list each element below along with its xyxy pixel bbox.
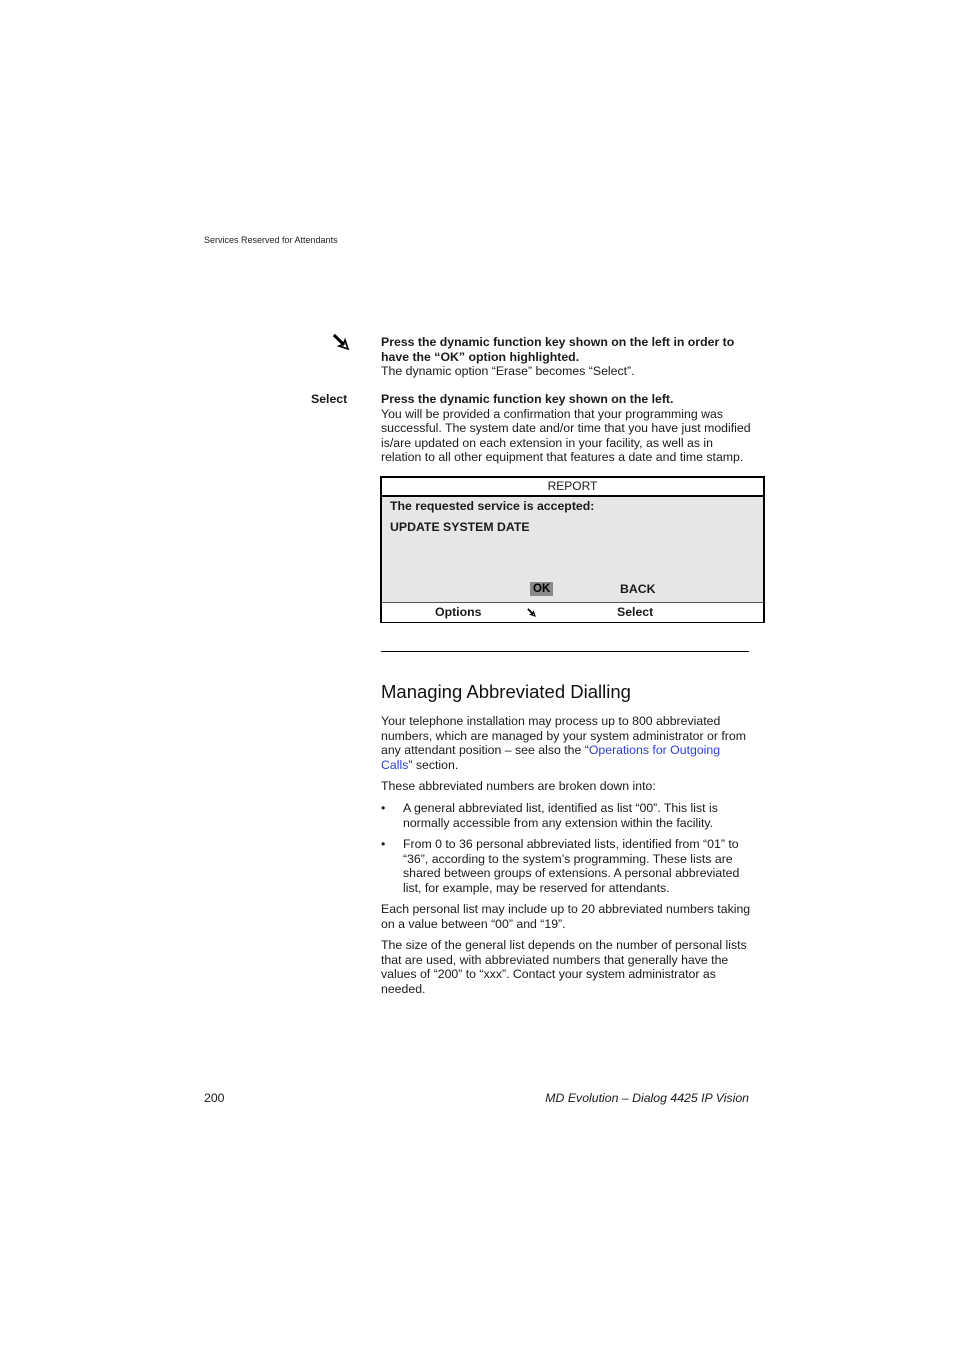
bullet-dot-icon: • [381, 801, 386, 815]
step-2 [381, 392, 753, 465]
operations-outgoing-calls-link[interactable]: Operations for Outgoing Calls [381, 743, 721, 772]
step-1-instruction: Press the dynamic function key shown on the left in order to have the “OK” option highlighted. [381, 335, 735, 364]
softkey-bar [382, 602, 763, 622]
running-header: Services Reserved for Attendants [204, 235, 338, 245]
section-title: Managing Abbreviated Dialling [381, 681, 631, 702]
list-item: From 0 to 36 personal abbreviated lists, identified from “01” to “36”, according to the system’s programming. These lists are shared between groups of extensions. A personal abbreviated list, for example, may be reserved for attendants. [403, 837, 740, 895]
down-right-arrow-icon [330, 331, 352, 353]
intro-text-end: ” section. [408, 757, 459, 772]
select-softkey: Select [617, 605, 654, 619]
section-divider [381, 651, 749, 652]
personal-list-paragraph: Each personal list may include up to 20 abbreviated numbers taking on a value between “00” and “19”. [381, 902, 751, 931]
down-right-arrow-icon [526, 607, 537, 618]
intro-text-start: Your telephone installation may process up to 800 abbreviated numbers, which are managed by your system administrator or from any attendant position – see also the “ [381, 714, 746, 757]
display-title: REPORT [382, 478, 763, 497]
phone-display [380, 476, 765, 623]
document-title: MD Evolution – Dialog 4425 IP Vision [545, 1091, 749, 1105]
ok-option-highlighted: OK [530, 582, 553, 596]
options-softkey: Options [435, 605, 482, 619]
step-2-result: You will be provided a confirmation that your programming was successful. The system date and/or time that you have just modified is/are updated on each extension in your facility, as well as in relation to all other equipment that features a date and time stamp. [381, 406, 751, 464]
display-line-2: UPDATE SYSTEM DATE [390, 520, 530, 534]
back-option: BACK [620, 582, 656, 596]
step-1-result: The dynamic option “Erase” becomes “Select”. [381, 364, 635, 378]
page-number: 200 [204, 1091, 225, 1105]
breakdown-paragraph: These abbreviated numbers are broken down into: [381, 779, 656, 793]
general-list-paragraph: The size of the general list depends on the number of personal lists that are used, with abbreviated numbers that generally have the values of “200” to “xxx”. Contact your system administrator as needed. [381, 938, 747, 996]
step-1 [381, 335, 753, 379]
select-key-label: Select [311, 392, 348, 406]
bullet-dot-icon: • [381, 837, 386, 851]
step-2-instruction: Press the dynamic function key shown on the left. [381, 392, 674, 406]
intro-paragraph [381, 714, 753, 772]
list-item: A general abbreviated list, identified as list “00”. This list is normally accessible from any extension within the facility. [403, 801, 718, 830]
display-line-1: The requested service is accepted: [390, 499, 595, 513]
